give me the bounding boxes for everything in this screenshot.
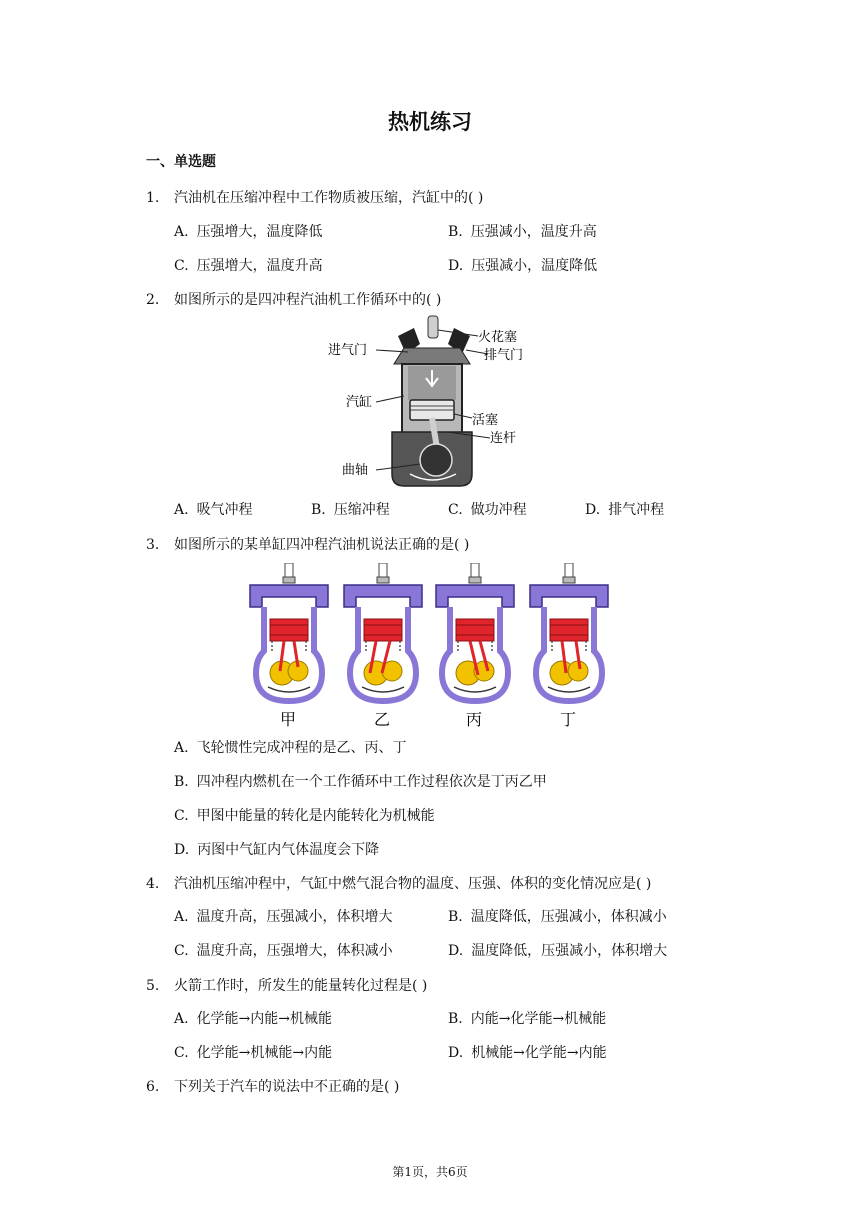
engine-cross-section-figure: [320, 314, 540, 490]
option-letter: B.: [311, 502, 326, 518]
option-text: 飞轮惯性完成冲程的是乙、丙、丁: [196, 740, 407, 756]
option-letter: B.: [448, 224, 463, 240]
option-3d[interactable]: [174, 839, 379, 859]
option-5d[interactable]: [448, 1042, 607, 1062]
option-5a[interactable]: [174, 1008, 332, 1028]
label-cylinder: 汽缸: [346, 395, 373, 410]
question-stem: 如图所示的某单缸四冲程汽油机说法正确的是( ): [174, 537, 470, 553]
label-intake-valve: 进气门: [328, 343, 368, 358]
option-letter: A.: [174, 909, 189, 925]
question-number: 4.: [146, 876, 160, 892]
option-text: 压缩冲程: [333, 502, 390, 518]
label-spark-plug: 火花塞: [478, 330, 518, 345]
option-letter: A.: [174, 224, 189, 240]
option-text: 化学能→机械能→内能: [196, 1045, 333, 1061]
option-text: 温度升高，压强减小，体积增大: [196, 909, 393, 925]
option-letter: B.: [448, 909, 463, 925]
question-6: [146, 1076, 399, 1096]
option-letter: C.: [448, 502, 463, 518]
label-bing: 丙: [466, 710, 483, 729]
option-4a[interactable]: [174, 906, 393, 926]
option-4d[interactable]: [448, 940, 667, 960]
label-jia: 甲: [280, 710, 297, 729]
option-3b[interactable]: [174, 771, 547, 791]
question-stem: 火箭工作时，所发生的能量转化过程是( ): [174, 978, 428, 994]
question-4: [146, 873, 651, 893]
option-letter: C.: [174, 943, 189, 959]
option-1c[interactable]: [174, 255, 323, 275]
question-number: 6.: [146, 1079, 160, 1095]
label-connecting-rod: 连杆: [490, 431, 517, 446]
option-text: 内能→化学能→机械能: [470, 1011, 607, 1027]
option-text: 做功冲程: [470, 502, 527, 518]
option-letter: C.: [174, 808, 189, 824]
option-text: 吸气冲程: [196, 502, 253, 518]
option-5c[interactable]: [174, 1042, 332, 1062]
option-letter: D.: [448, 258, 464, 274]
option-letter: D.: [448, 1045, 464, 1061]
option-letter: A.: [174, 502, 189, 518]
question-1: [146, 187, 483, 207]
option-letter: B.: [174, 774, 189, 790]
engine-ding: [530, 563, 608, 701]
option-text: 压强减小，温度降低: [471, 258, 598, 274]
option-text: 压强增大，温度降低: [196, 224, 323, 240]
option-1d[interactable]: [448, 255, 597, 275]
option-text: 温度降低，压强减小，体积减小: [470, 909, 667, 925]
option-letter: A.: [174, 1011, 189, 1027]
option-letter: D.: [448, 943, 464, 959]
option-text: 四冲程内燃机在一个工作循环中工作过程依次是丁丙乙甲: [196, 774, 547, 790]
engine-yi: [344, 563, 422, 701]
option-2c[interactable]: [448, 499, 527, 519]
cylinder-head-shape: [394, 348, 470, 364]
option-4b[interactable]: [448, 906, 667, 926]
question-stem: 下列关于汽车的说法中不正确的是( ): [174, 1079, 400, 1095]
option-text: 甲图中能量的转化是内能转化为机械能: [196, 808, 435, 824]
option-text: 压强减小，温度升高: [470, 224, 597, 240]
four-stroke-engines-figure: [246, 563, 616, 733]
option-letter: D.: [174, 842, 190, 858]
question-5: [146, 975, 427, 995]
option-1a[interactable]: [174, 221, 323, 241]
option-letter: C.: [174, 1045, 189, 1061]
option-5b[interactable]: [448, 1008, 606, 1028]
option-4c[interactable]: [174, 940, 393, 960]
option-text: 机械能→化学能→内能: [471, 1045, 607, 1061]
page-title: 热机练习: [388, 110, 472, 134]
crankshaft-shape: [420, 444, 452, 476]
question-number: 2.: [146, 292, 160, 308]
option-2a[interactable]: [174, 499, 253, 519]
label-ding: 丁: [560, 710, 577, 729]
spark-plug-shape: [428, 316, 438, 338]
question-number: 1.: [146, 190, 160, 206]
engine-jia: [250, 563, 328, 701]
option-text: 丙图中气缸内气体温度会下降: [197, 842, 380, 858]
option-3c[interactable]: [174, 805, 435, 825]
option-text: 温度升高，压强增大，体积减小: [196, 943, 393, 959]
option-letter: D.: [585, 502, 601, 518]
label-yi: 乙: [374, 710, 391, 729]
option-letter: C.: [174, 258, 189, 274]
label-crankshaft: 曲轴: [342, 463, 369, 478]
option-letter: B.: [448, 1011, 463, 1027]
question-stem: 汽油机在压缩冲程中工作物质被压缩，汽缸中的( ): [174, 190, 484, 206]
question-stem: 汽油机压缩冲程中，气缸中燃气混合物的温度、压强、体积的变化情况应是( ): [174, 876, 652, 892]
option-text: 化学能→内能→机械能: [196, 1011, 333, 1027]
label-exhaust-valve: 排气门: [484, 348, 524, 363]
engine-bing: [436, 563, 514, 701]
section-heading: 一、单选题: [146, 154, 216, 170]
question-number: 5.: [146, 978, 160, 994]
page-footer: 第1页，共6页: [392, 1165, 468, 1179]
label-piston: 活塞: [472, 413, 499, 428]
option-text: 温度降低，压强减小，体积增大: [471, 943, 668, 959]
question-number: 3.: [146, 537, 160, 553]
option-3a[interactable]: [174, 737, 407, 757]
option-2b[interactable]: [311, 499, 390, 519]
option-text: 排气冲程: [608, 502, 665, 518]
option-letter: A.: [174, 740, 189, 756]
option-1b[interactable]: [448, 221, 597, 241]
question-2: [146, 289, 441, 309]
question-3: [146, 534, 469, 554]
question-stem: 如图所示的是四冲程汽油机工作循环中的( ): [174, 292, 442, 308]
option-text: 压强增大，温度升高: [196, 258, 323, 274]
option-2d[interactable]: [585, 499, 664, 519]
